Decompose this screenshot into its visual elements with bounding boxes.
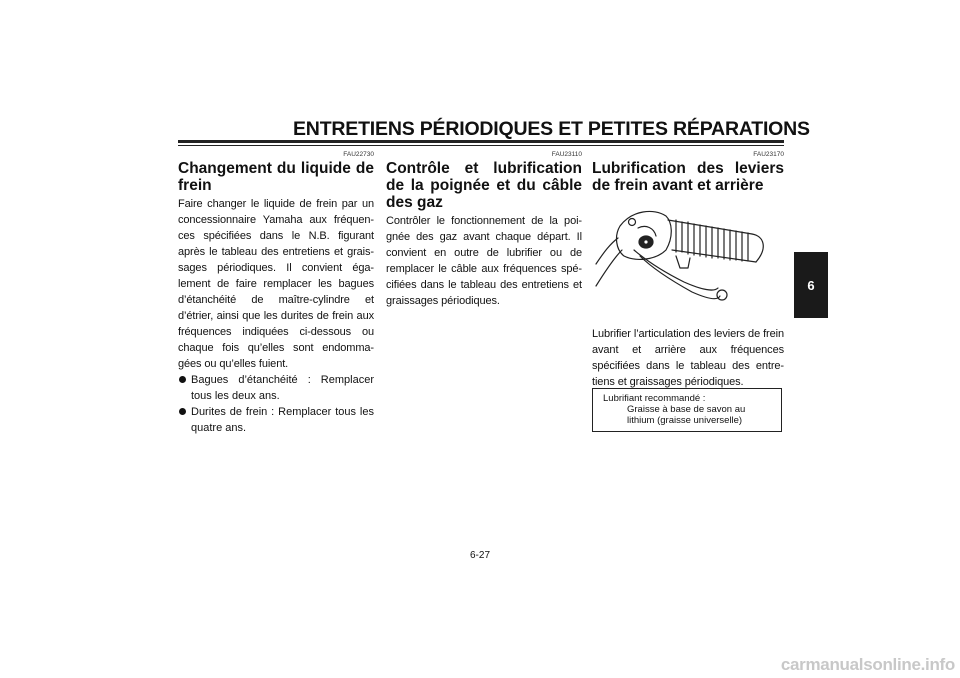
page-header-title: ENTRETIENS PÉRIODIQUES ET PETITES RÉPARATIONS — [293, 118, 810, 140]
section-code: FAU22730 — [343, 151, 374, 158]
column-throttle — [386, 150, 582, 309]
watermark: carmanualsonline.info — [780, 655, 955, 674]
bullet-icon — [179, 376, 186, 383]
lubricant-box — [592, 388, 782, 432]
section-title: Contrôle et lubrification de la poignée et du câble des gaz — [386, 160, 582, 211]
section-body: Faire changer le liquide de frein par un concessionnaire Yamaha aux fréquen-ces spécifiées dans le N.B. figurant après le tableau des entretiens et grais-sages périodiques. Il convient éga-lement de faire remplacer les bagues d’étanchéité de maître-cylindre et d’étrier, ainsi que les durites de frein aux fréquences indiquées ci-dessous ou chaque fois qu’elles sont endomma-gées ou qu’elles fuient. — [178, 198, 374, 370]
handlebar-lever-illustration — [592, 200, 784, 318]
column-brake-levers — [592, 150, 784, 390]
section-body: Lubrifier l’articulation des leviers de frein avant et arrière aux fréquences spécifiées dans le tableau des entre-tiens et graissages périodiques. — [592, 328, 784, 388]
bullet-icon — [179, 408, 186, 415]
lubricant-label: Lubrifiant recommandé : — [603, 393, 706, 404]
header-rule-thick — [178, 140, 784, 143]
lubricant-line: lithium (graisse universelle) — [627, 415, 743, 426]
section-body: Contrôler le fonctionnement de la poi-gnée des gaz avant chaque départ. Il convient en outre de lubrifier ou de remplacer le câble aux fréquences spé-cifiées dans le tableau des entretiens et graissages périodiques. — [386, 215, 582, 307]
bullet-item — [178, 372, 374, 404]
bullet-item — [178, 404, 374, 436]
section-title: Changement du liquide de frein — [178, 160, 374, 194]
bullet-text: Bagues d’étanchéité : Remplacer tous les deux ans. — [191, 374, 374, 402]
bullet-text: Durites de frein : Remplacer tous les quatre ans. — [191, 406, 374, 434]
column-brake-fluid — [178, 150, 374, 436]
section-title: Lubrification des leviers de frein avant et arrière — [592, 160, 784, 194]
chapter-tab: 6 — [794, 252, 828, 318]
section-code: FAU23170 — [753, 151, 784, 158]
lubricant-line: Graisse à base de savon au — [627, 404, 746, 415]
header-rule-thin — [178, 145, 784, 146]
section-code: FAU23110 — [551, 151, 582, 158]
page-number: 6-27 — [469, 550, 490, 561]
